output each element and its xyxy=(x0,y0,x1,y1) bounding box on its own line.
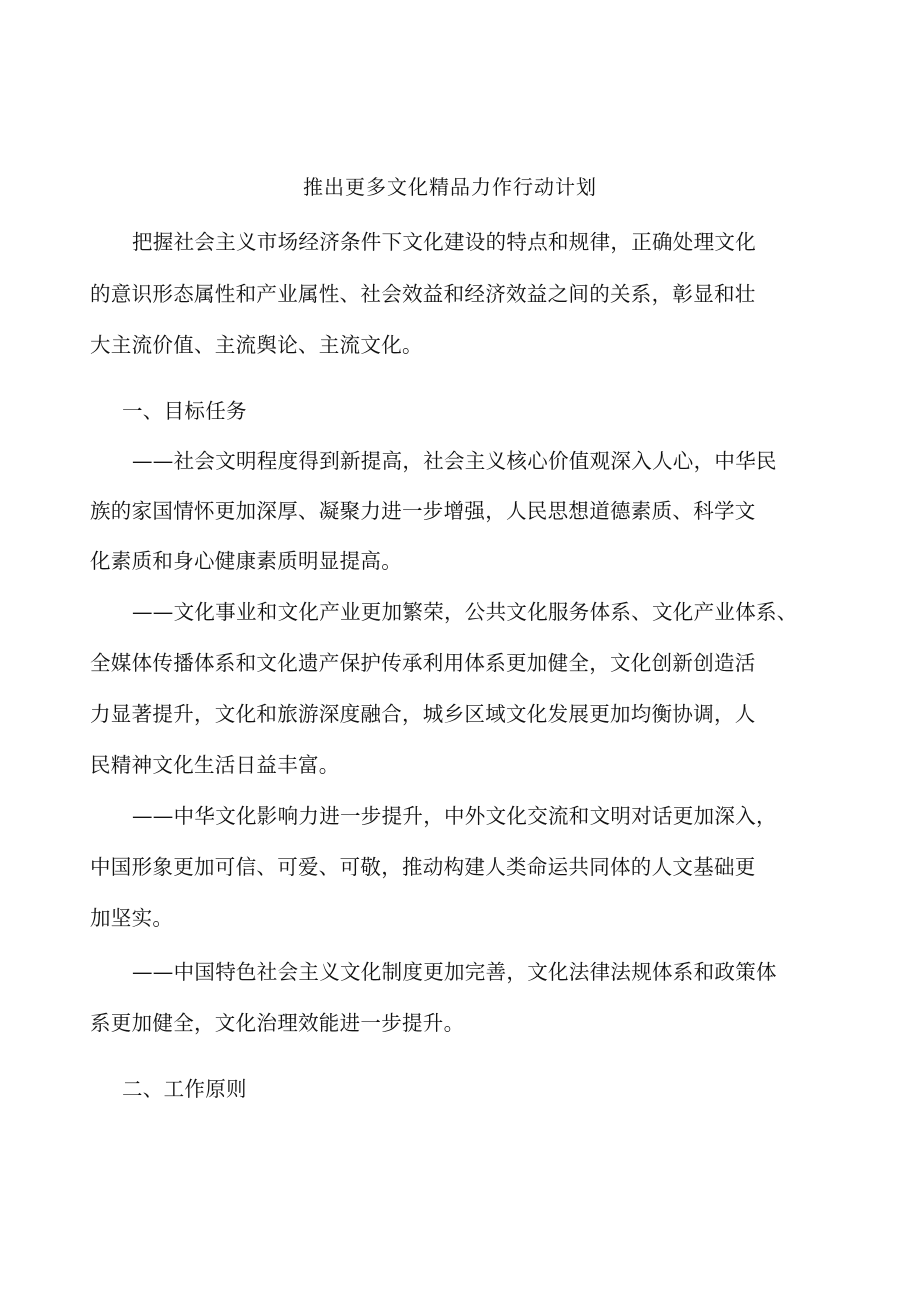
section-heading-goals: 一、目标任务 xyxy=(122,399,247,423)
goal-1-line-3: 化素质和身心健康素质明显提高。 xyxy=(90,549,402,573)
goal-3-line-2: 中国形象更加可信、可爱、可敬，推动构建人类命运共同体的人文基础更 xyxy=(90,855,756,879)
intro-line-1: 把握社会主义市场经济条件下文化建设的特点和规律，正确处理文化 xyxy=(132,230,756,254)
goal-2-line-3: 力显著提升，文化和旅游深度融合，城乡区域文化发展更加均衡协调，人 xyxy=(90,702,756,726)
intro-line-2: 的意识形态属性和产业属性、社会效益和经济效益之间的关系，彰显和壮 xyxy=(90,282,756,306)
document-title: 推出更多文化精品力作行动计划 xyxy=(303,175,597,199)
goal-2-line-2: 全媒体传播体系和文化遗产保护传承利用体系更加健全，文化创新创造活 xyxy=(90,651,756,675)
goal-1-line-2: 族的家国情怀更加深厚、凝聚力进一步增强，人民思想道德素质、科学文 xyxy=(90,499,756,523)
goal-3-line-3: 加坚实。 xyxy=(90,906,174,930)
section-heading-principles: 二、工作原则 xyxy=(122,1077,247,1101)
goal-2-line-4: 民精神文化生活日益丰富。 xyxy=(90,753,340,777)
goal-1-line-1: ——社会文明程度得到新提高，社会主义核心价值观深入人心，中华民 xyxy=(132,449,777,473)
goal-3-line-1: ——中华文化影响力进一步提升，中外文化交流和文明对话更加深入， xyxy=(132,804,777,828)
goal-4-line-1: ——中国特色社会主义文化制度更加完善，文化法律法规体系和政策体 xyxy=(132,960,777,984)
goal-4-line-2: 系更加健全，文化治理效能进一步提升。 xyxy=(90,1011,465,1035)
goal-2-line-1: ——文化事业和文化产业更加繁荣，公共文化服务体系、文化产业体系、 xyxy=(132,600,798,624)
intro-line-3: 大主流价值、主流舆论、主流文化。 xyxy=(90,333,423,357)
